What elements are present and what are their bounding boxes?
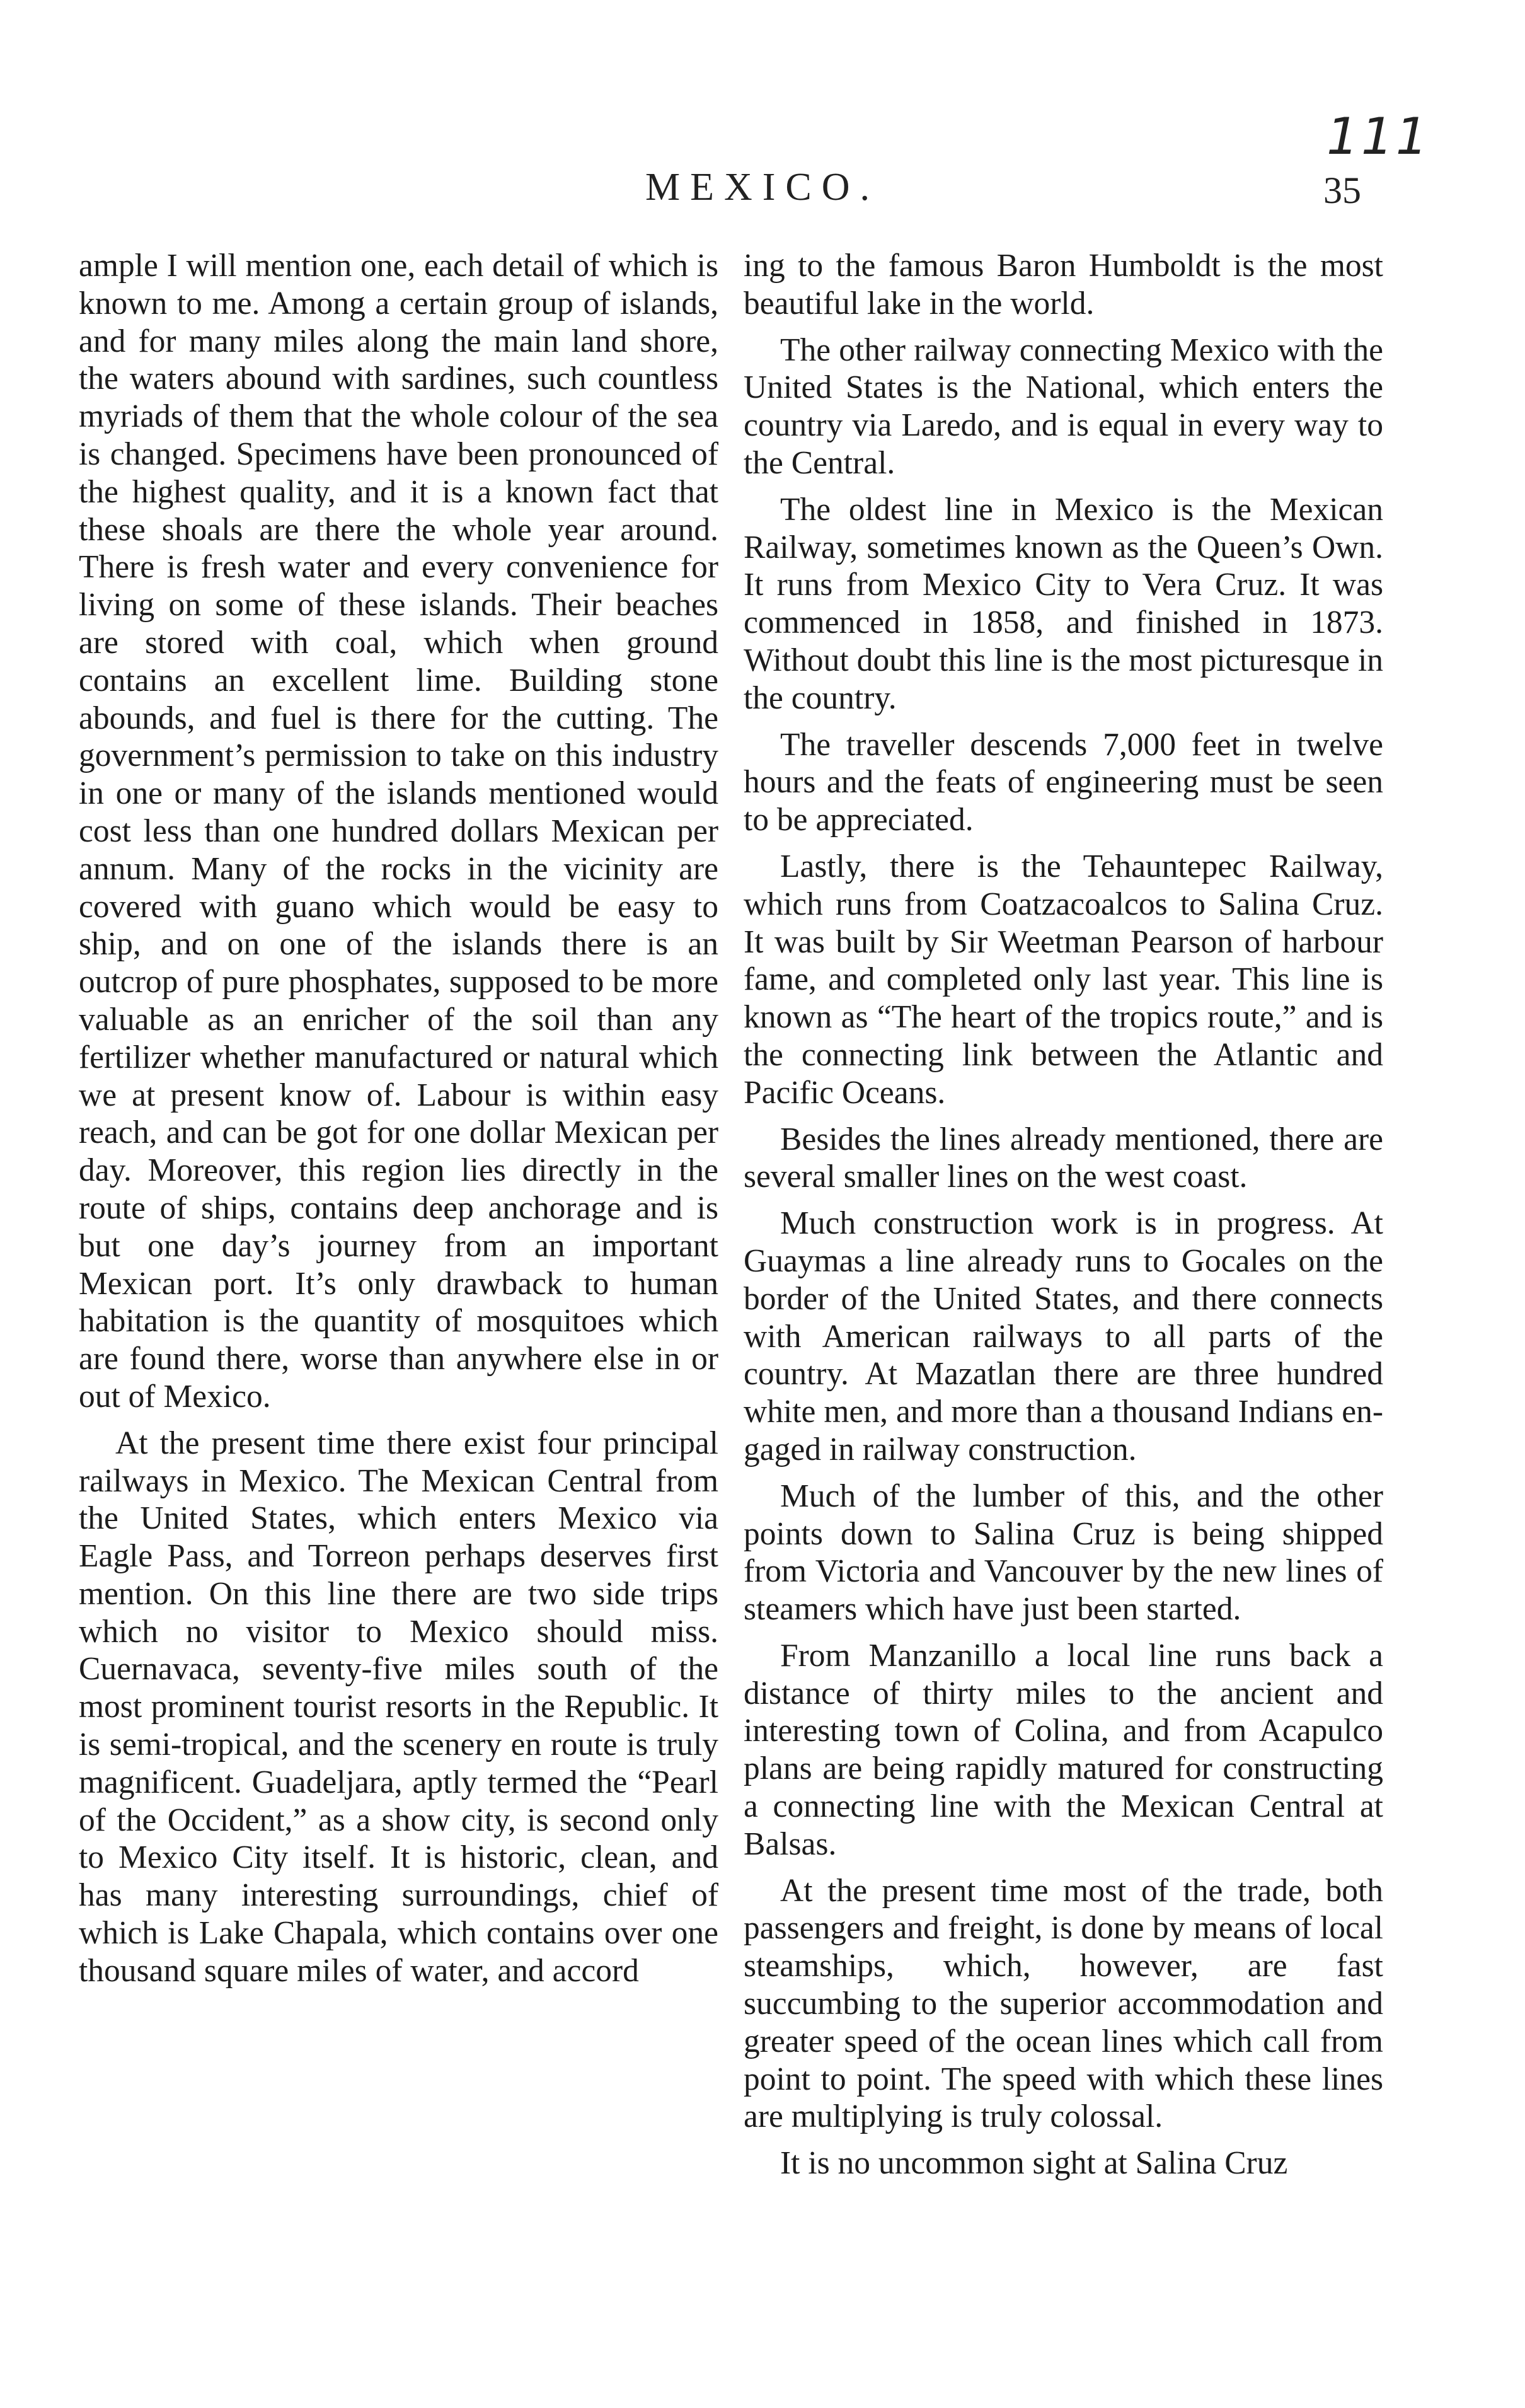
running-head: MEXICO.: [645, 166, 880, 209]
right-column: [744, 247, 1383, 2182]
paragraph: It is no uncommon sight at Salina Cruz: [780, 2145, 1288, 2182]
paragraph: At the present time most of the trade, both passengers and freight, is done by means of local steamships, which, however, are fast succumbing to the superior accommodation and greater speed of the ocean lines which call from point to point. The speed with which these lines are multiplying is truly colossal.: [744, 1872, 1383, 2135]
paragraph: The traveller descends 7,000 feet in twelve hours and the feats of engineering must be seen to be appreciated.: [744, 726, 1383, 838]
handwritten-folio-number: 111: [1326, 107, 1430, 166]
paragraph: Besides the lines already mentioned, there are several smaller lines on the west coast.: [744, 1121, 1383, 1195]
paragraph: ing to the famous Baron Humboldt is the most beautiful lake in the world.: [744, 248, 1383, 321]
paragraph: Lastly, there is the Tehauntepec Railway, which runs from Coatzacoalcos to Salina Cruz. It was built by Sir Weetman Pearson of harbour fame, and completed only last year. This line is known as “The heart of the tropics route,” and is the connecting link between the Atlantic and Pacific Oceans.: [744, 848, 1383, 1111]
paragraph: The oldest line in Mexico is the Mexican Railway, sometimes known as the Queen’s Own. It runs from Mexico City to Vera Cruz. It was commenced in 1858, and finished in 1873. Without doubt this line is the most picturesque in the country.: [744, 491, 1383, 716]
paragraph: Much of the lumber of this, and the other points down to Salina Cruz is being shipped from Victoria and Vancouver by the new lines of steamers which have just been started.: [744, 1478, 1383, 1628]
page-number: 35: [1323, 170, 1361, 211]
paragraph: From Manzanillo a local line runs back a distance of thirty miles to the ancient and interesting town of Colina, and from Acapulco plans are being rapidly matured for constructing a connecting line with the Mexican Central at Balsas.: [744, 1637, 1383, 1862]
paragraph: ample I will mention one, each detail of which is known to me. Among a certain group of islands, and for many miles along the main land shore, the waters abound with sardines, such countless myriads of them that the whole colour of the sea is changed. Specimens have been pronounced of the highest quality, and it is a known fact that these shoals are there the whole year around. There is fresh water and every convenience for living on some of these islands. Their beaches are stored with coal, which when ground contains an excellent lime. Building stone abounds, and fuel is there for the cutting. The government’s permission to take on this industry in one or many of the islands mentioned would cost less than one hundred dollars Mexican per annum. Many of the rocks in the vicinity are covered with guano which would be easy to ship, and on one of the islands there is an outcrop of pure phosphates, supposed to be more valuable as an enricher of the soil than any fertilizer whether manufactured or natural which we at present know of. Labour is within easy reach, and can be got for one dollar Mexican per day. Moreover, this region lies directly in the route of ships, contains deep anchorage and is but one day’s journey from an important Mexican port. It’s only drawback to human habitation is the quantity of mosquitoes which are found there, worse than anywhere else in or out of Mexico.: [79, 248, 718, 1415]
paragraph: The other railway connecting Mexico with the United States is the National, which enters the country via Laredo, and is equal in every way to the Central.: [744, 332, 1383, 481]
left-column: [79, 247, 718, 1990]
paragraph: Much construction work is in progress. At Guaymas a line already runs to Gocales on the border of the United States, and there connects with American railways to all parts of the country. At Mazatlan there are three hundred white men, and more than a thousand Indians engaged in railway construction.: [744, 1205, 1383, 1467]
paragraph: At the present time there exist four principal railways in Mexico. The Mexican Central from the United States, which enters Mexico via Eagle Pass, and Torreon perhaps deserves first mention. On this line there are two side trips which no visitor to Mexico should miss. Cuernavaca, seventy-five miles south of the most prominent tourist resorts in the Republic. It is semi-tropical, and the scenery en route is truly magnificent. Guadeljara, aptly termed the “Pearl of the Occident,” as a show city, is second only to Mexico City itself. It is historic, clean, and has many interesting surroundings, chief of which is Lake Chapala, which contains over one thousand square miles of water, and accord: [79, 1425, 718, 1989]
